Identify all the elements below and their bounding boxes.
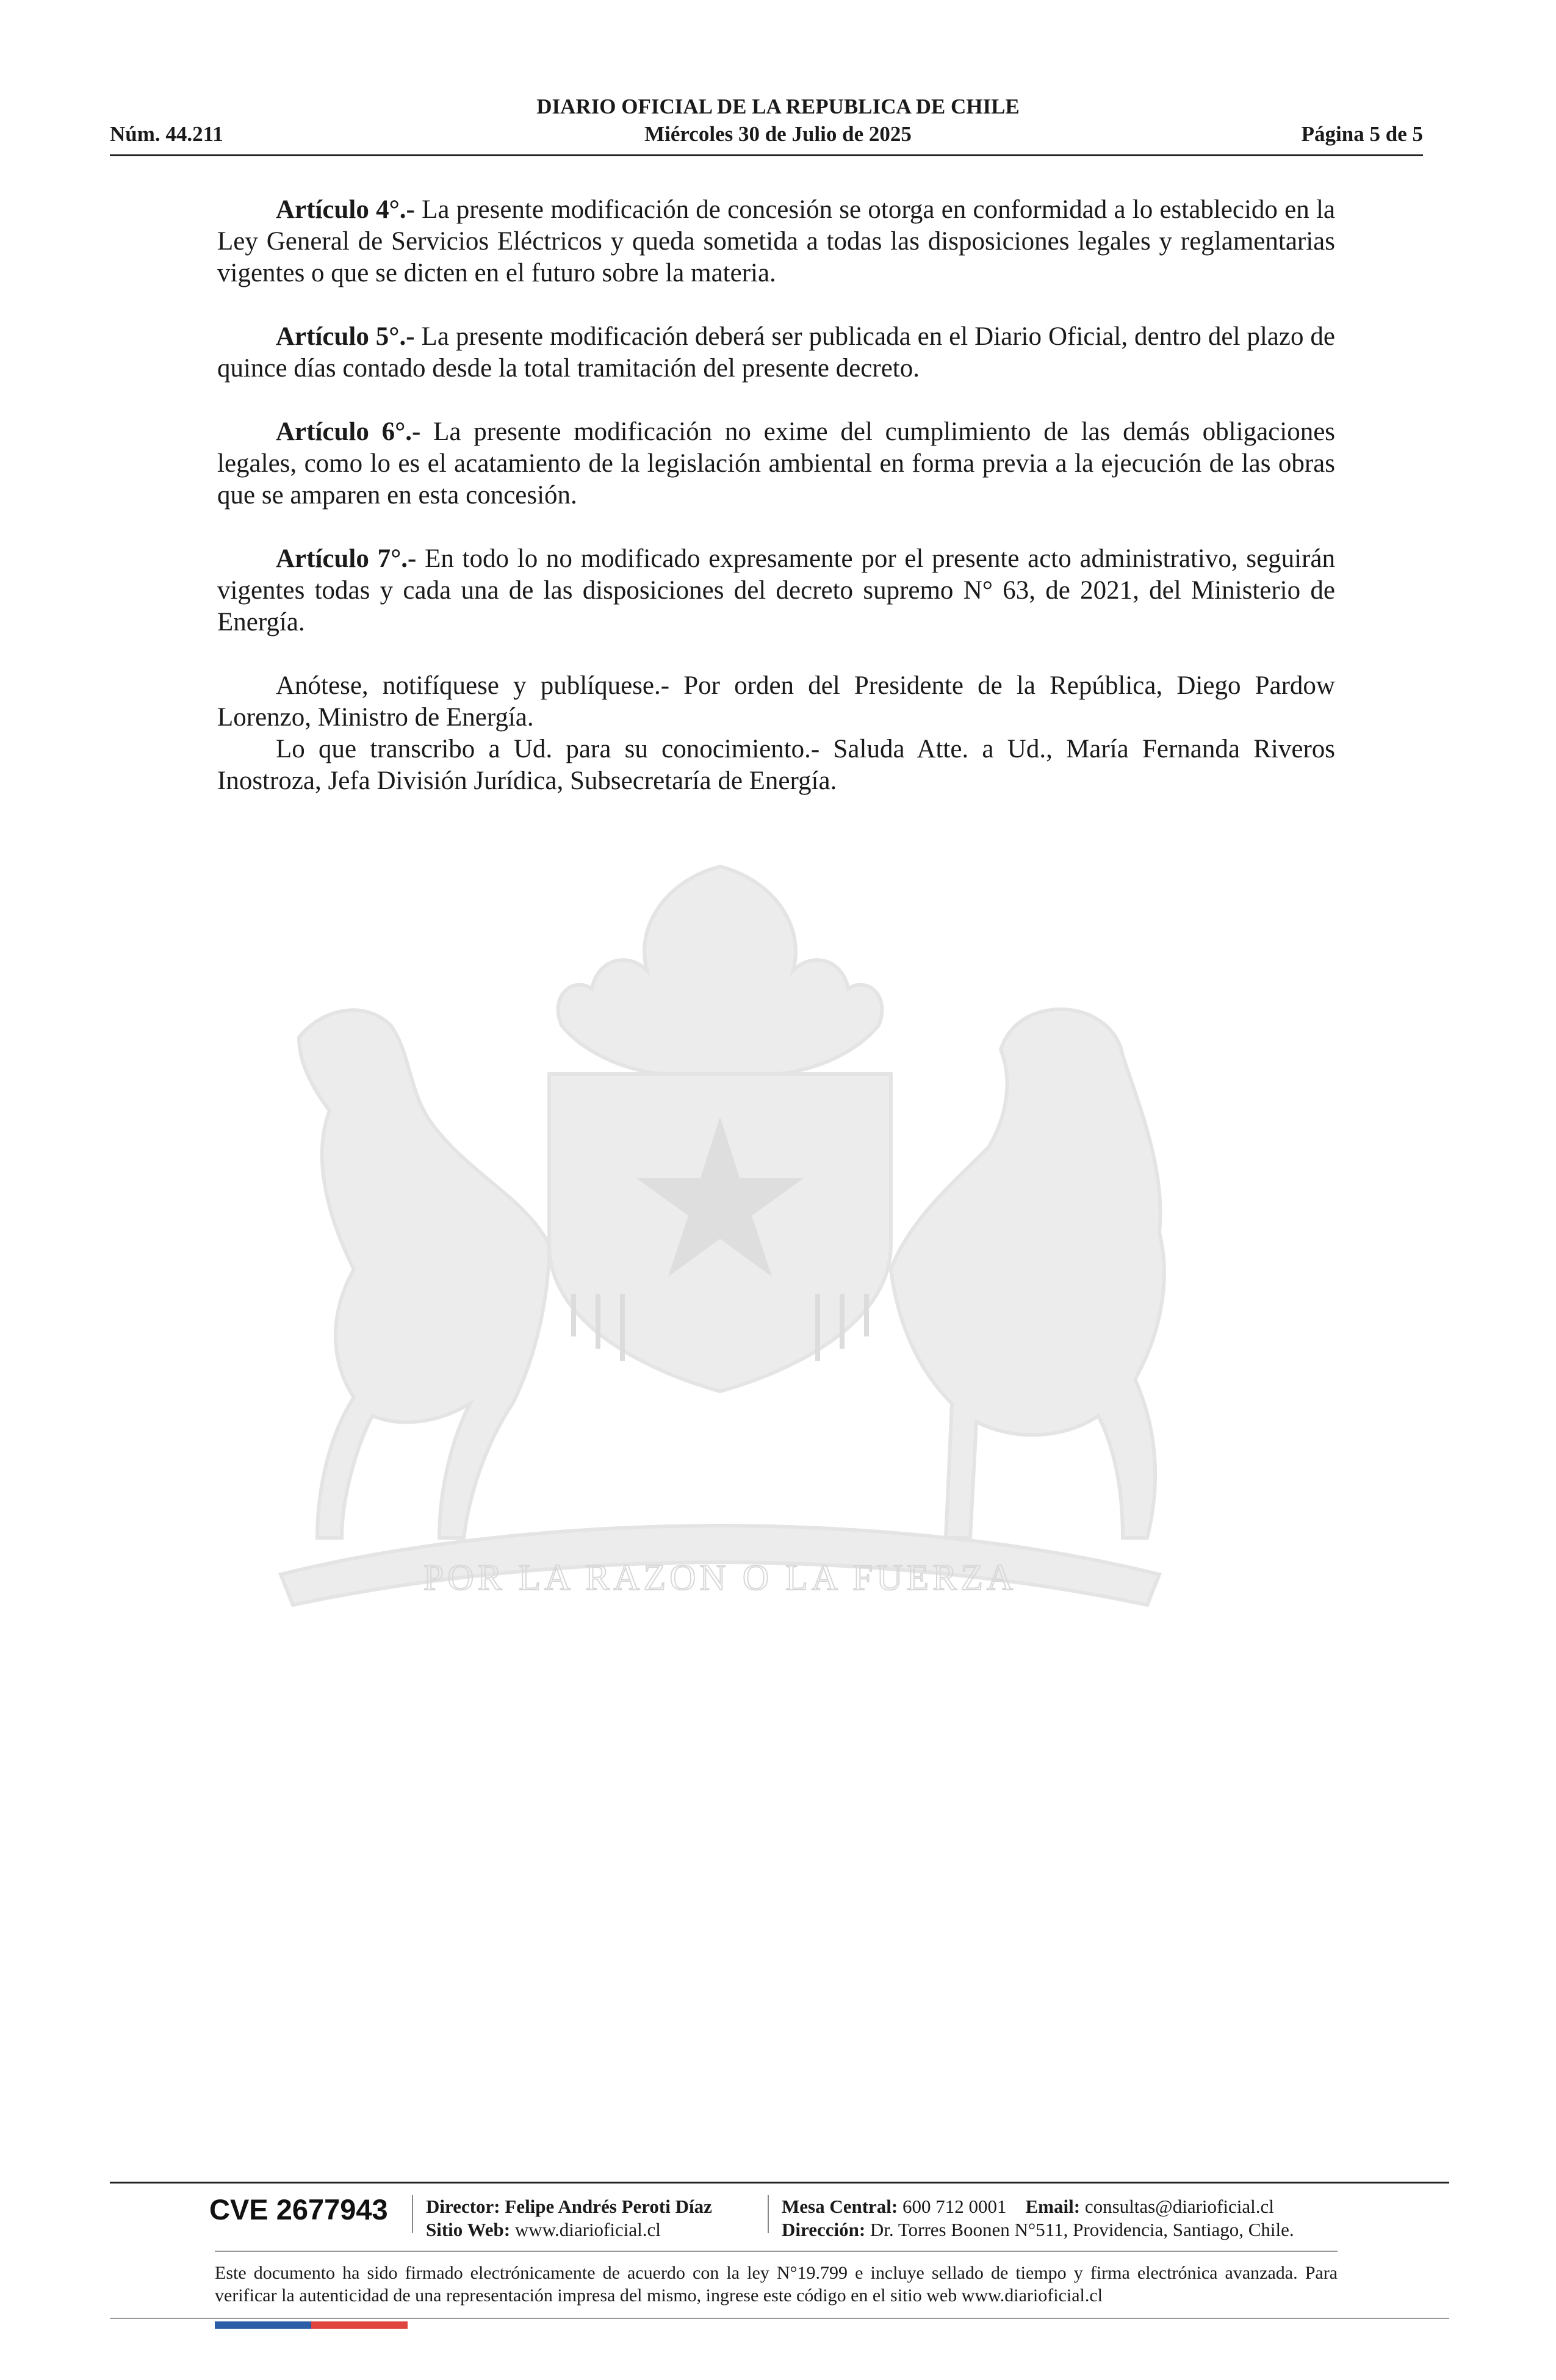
- email-link[interactable]: consultas@diarioficial.cl: [1084, 2196, 1274, 2217]
- footer-contact-left: [426, 2195, 712, 2241]
- watermark-motto: POR LA RAZON O LA FUERZA: [423, 1557, 1017, 1598]
- cve-code: CVE 2677943: [209, 2193, 388, 2226]
- closing-line-1: Anótese, notifíquese y publíquese.- Por orden del Presidente de la República, Diego Pardow Lorenzo, Ministro de Energía.: [217, 671, 1335, 732]
- article-text: La presente modificación deberá ser publicada en el Diario Oficial, dentro del plazo de quince días contado desde la total tramitación del presente decreto.: [217, 322, 1336, 383]
- footer-bottom-divider: [110, 2318, 1449, 2319]
- article-label: Artículo 4°.-: [276, 195, 415, 224]
- article-text: La presente modificación no exime del cumplimiento de las demás obligaciones legales, como lo es el acatamiento de la legislación ambiental en forma previa a la ejecución de las obras que se amparen en esta concesión.: [217, 417, 1336, 510]
- article-text: La presente modificación de concesión se otorga en conformidad a lo establecido en la Ley General de Servicios Eléctricos y queda sometida a todas las disposiciones legales y reglamentarias vigentes o que se dicten en el futuro sobre la materia.: [217, 195, 1335, 287]
- footer-inner-divider: [215, 2251, 1338, 2252]
- signature-note: Este documento ha sido firmado electrónicamente de acuerdo con la ley N°19.799 e incluye sellado de tiempo y firma electrónica avanzada. Para verificar la autenticidad de una representación impresa del mismo, ingrese este código en el sitio web www.diarioficial.cl: [215, 2263, 1338, 2306]
- article-label: Artículo 5°.-: [276, 322, 415, 351]
- article-5: [217, 321, 1335, 384]
- coat-of-arms-icon: [207, 854, 1233, 1678]
- footer-divider: [110, 2182, 1449, 2183]
- closing-line-2: Lo que transcribo a Ud. para su conocimiento.- Saluda Atte. a Ud., María Fernanda Riveros Inostroza, Jefa División Jurídica, Subsecretaría de Energía.: [217, 735, 1335, 795]
- article-7: [217, 543, 1335, 638]
- director-name: Felipe Andrés Peroti Díaz: [505, 2196, 712, 2217]
- issue-number: Núm. 44.211: [110, 122, 223, 146]
- website-link[interactable]: www.diarioficial.cl: [514, 2219, 661, 2240]
- article-label: Artículo 7°.-: [276, 544, 417, 573]
- flag-stripe-blue: [215, 2321, 311, 2329]
- flag-stripe-red: [311, 2321, 408, 2329]
- issue-date: Miércoles 30 de Julio de 2025: [644, 122, 912, 146]
- phone-value: 600 712 0001: [902, 2196, 1007, 2217]
- article-text: En todo lo no modificado expresamente por el presente acto administrativo, seguirán vigentes todas y cada una de las disposiciones del decreto supremo N° 63, de 2021, del Ministerio de Energía.: [217, 544, 1336, 636]
- document-body: [217, 194, 1335, 797]
- page-indicator: Página 5 de 5: [1301, 122, 1423, 146]
- email-label: Email:: [1025, 2196, 1081, 2217]
- phone-label: Mesa Central:: [782, 2196, 898, 2217]
- website-label: Sitio Web:: [426, 2219, 511, 2240]
- address-label: Dirección:: [782, 2219, 866, 2240]
- director-label: Director:: [426, 2196, 500, 2217]
- address-value: Dr. Torres Boonen N°511, Providencia, Santiago, Chile.: [870, 2219, 1294, 2240]
- footer-separator: [412, 2195, 413, 2233]
- article-label: Artículo 6°.-: [276, 417, 421, 446]
- footer-contact-right: [782, 2195, 1294, 2241]
- newspaper-title: DIARIO OFICIAL DE LA REPUBLICA DE CHILE: [536, 95, 1020, 118]
- article-4: [217, 194, 1335, 289]
- header-divider: [110, 154, 1423, 156]
- footer-separator: [768, 2195, 769, 2233]
- article-6: [217, 416, 1335, 511]
